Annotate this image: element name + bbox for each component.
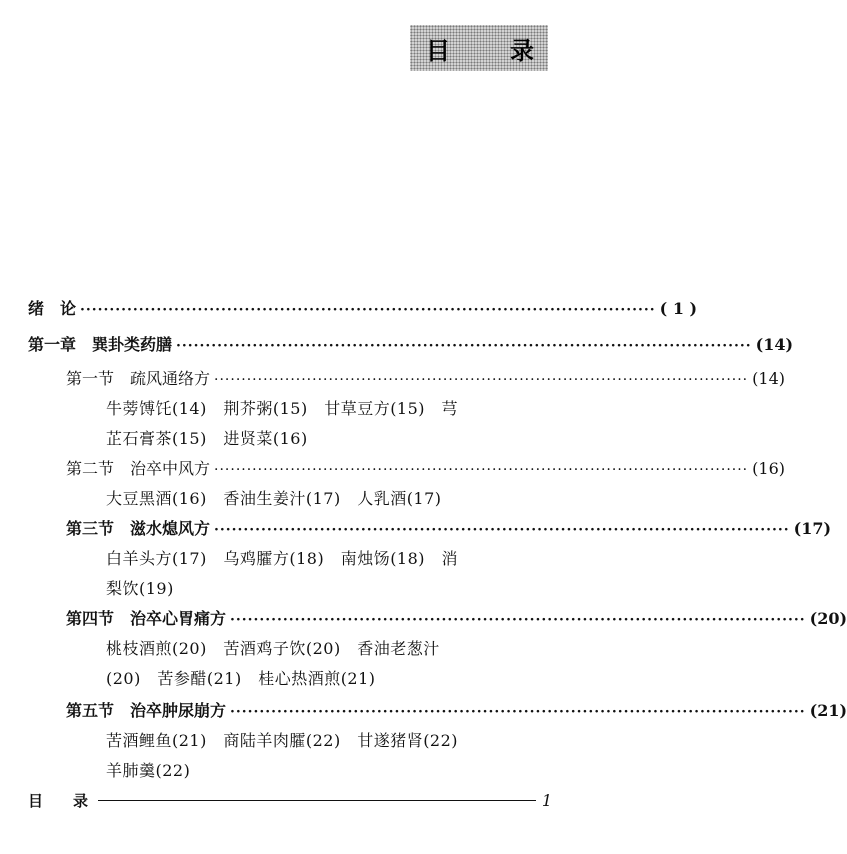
- toc-entry-page: ( 1 ): [659, 299, 698, 318]
- toc-entry-page: (20): [809, 609, 847, 628]
- toc-entry-label: 第四节 治卒心胃痛方: [66, 609, 227, 628]
- leader-dots: ··································································································: [176, 338, 752, 354]
- toc-entry-page: (16): [752, 459, 785, 478]
- footer-label: 目 录: [28, 792, 89, 810]
- toc-entry-section-2[interactable]: [66, 456, 785, 479]
- toc-entry-label: 第二节 治卒中风方: [66, 459, 211, 478]
- toc-item-line: (20) 苦参醋(21) 桂心热酒煎(21): [106, 669, 376, 688]
- page-title-left: 目: [426, 36, 450, 65]
- leader-dots: ··································································································: [230, 704, 806, 720]
- toc-entry-label: 绪 论: [28, 299, 77, 318]
- toc-entry-page: (21): [809, 701, 847, 720]
- toc-entry-page: (17): [793, 519, 832, 538]
- toc-entry-page: (14): [755, 335, 794, 354]
- leader-dots: ··································································································: [214, 462, 749, 478]
- toc-item-line: 白羊头方(17) 乌鸡臛方(18) 南烛饧(18) 消: [106, 549, 459, 568]
- toc-entry-section-3[interactable]: [66, 516, 832, 539]
- toc-entry-label: 第一章 巽卦类药膳: [28, 335, 173, 354]
- leader-dots: ··································································································: [80, 302, 656, 318]
- toc-item-line: 大豆黑酒(16) 香油生姜汁(17) 人乳酒(17): [106, 489, 442, 508]
- leader-dots: ··································································································: [230, 612, 806, 628]
- page-title-box: [410, 25, 548, 71]
- toc-entry-label: 第一节 疏风通络方: [66, 369, 211, 388]
- page-footer: [28, 790, 552, 811]
- toc-entry-page: (14): [752, 369, 785, 388]
- toc-item-line: 梨饮(19): [106, 579, 174, 598]
- toc-entry-label: 第三节 滋水熄风方: [66, 519, 211, 538]
- toc-item-line: 牛蒡馎饦(14) 荆芥粥(15) 甘草豆方(15) 芎: [106, 399, 459, 418]
- toc-item-line: 羊肺羹(22): [106, 761, 191, 780]
- toc-entry-section-5[interactable]: [66, 698, 847, 721]
- toc-entry-section-4[interactable]: [66, 606, 847, 629]
- toc-entry-chapter1[interactable]: [28, 332, 794, 355]
- toc-item-line: 桃枝酒煎(20) 苦酒鸡子饮(20) 香油老葱汁: [106, 639, 440, 658]
- page-title-right: 录: [510, 36, 534, 65]
- footer-rule: [98, 800, 536, 801]
- page-number: 1: [541, 791, 552, 810]
- toc-entry-section-1[interactable]: [66, 366, 785, 389]
- toc-item-line: 苦酒鲤鱼(21) 商陆羊肉臛(22) 甘遂猪肾(22): [106, 731, 459, 750]
- leader-dots: ··································································································: [214, 522, 790, 538]
- leader-dots: ··································································································: [214, 372, 749, 388]
- toc-item-line: 芷石膏茶(15) 进贤菜(16): [106, 429, 308, 448]
- toc-entry-intro[interactable]: [28, 296, 698, 319]
- toc-entry-label: 第五节 治卒肿尿崩方: [66, 701, 227, 720]
